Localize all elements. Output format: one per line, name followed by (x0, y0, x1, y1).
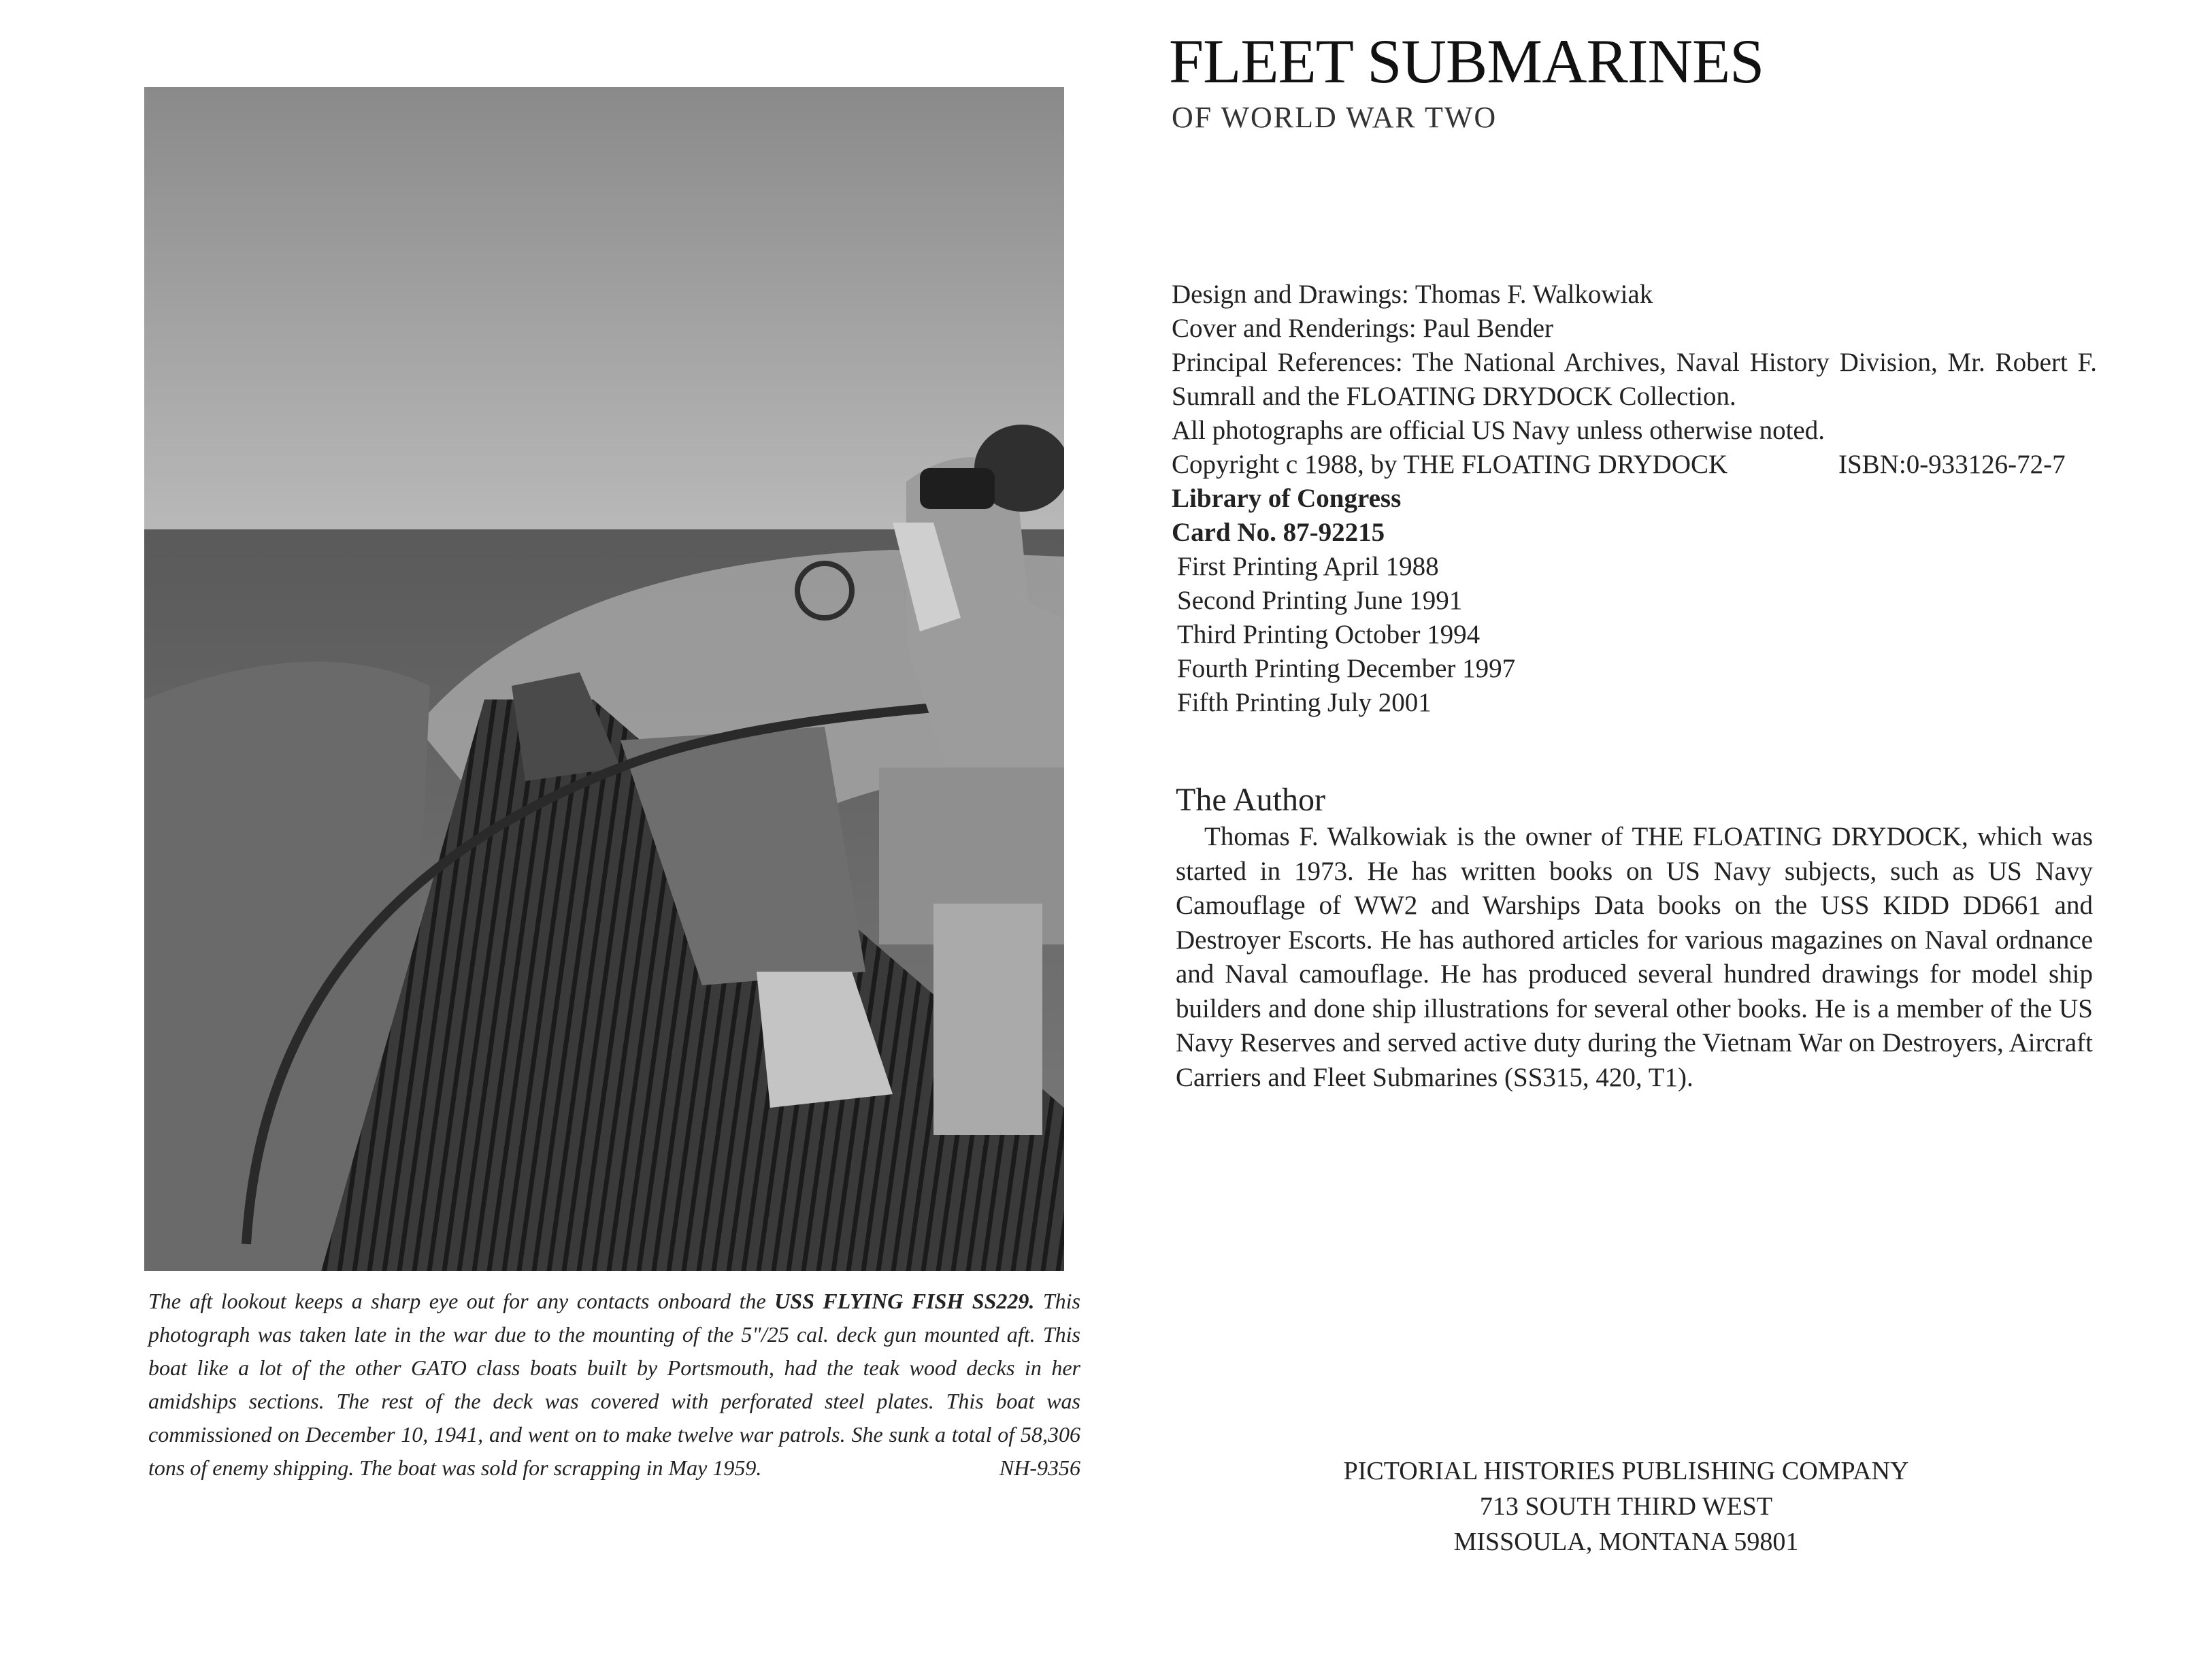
credit-photos: All photographs are official US Navy unless otherwise noted. (1172, 416, 1825, 445)
book-title: FLEET SUBMARINES (1169, 27, 1764, 96)
author-heading: The Author (1176, 782, 1325, 818)
publisher-name: PICTORIAL HISTORIES PUBLISHING COMPANY (1343, 1457, 1909, 1485)
card-number: Card No. 87-92215 (1172, 518, 1385, 547)
author-bio: Thomas F. Walkowiak is the owner of THE FLOATING DRYDOCK, which was started in 1973. He has written books on US Navy subjects, such as US Navy Camouflage of WW2 and Warships Data books on the USS KIDD DD661 and Destroyer Escorts. He has authored articles for various magazines on Naval ordnance and Naval camouflage. He has produced several hundred drawings for model ship builders and done ship illustrations for several other books. He is a member of the US Navy Reserves and served active duty during the Vietnam War on Destroyers, Aircraft Carriers and Fleet Submarines (SS315, 420, T1). (1176, 822, 2093, 1092)
printing-item: Third Printing October 1994 (1177, 620, 1481, 649)
credit-design: Design and Drawings: Thomas F. Walkowiak (1172, 280, 1653, 309)
publisher-street: 713 SOUTH THIRD WEST (1479, 1492, 1773, 1521)
credits-block (1172, 278, 2097, 720)
publisher-block (1197, 1453, 2055, 1560)
printing-item: Second Printing June 1991 (1177, 586, 1463, 615)
book-subtitle: OF WORLD WAR TWO (1172, 101, 1498, 134)
publisher-city: MISSOULA, MONTANA 59801 (1453, 1528, 1799, 1556)
credit-references: Principal References: The National Archives, Naval History Division, Mr. Robert F. Sumrall and the FLOATING DRYDOCK Collection. (1172, 348, 2097, 411)
printing-item: Fourth Printing December 1997 (1177, 654, 1516, 683)
caption-text-part1: The aft lookout keeps a sharp eye out for any contacts onboard the (148, 1289, 775, 1313)
submarine-photo (144, 87, 1064, 1271)
printing-item: First Printing April 1988 (1177, 552, 1439, 581)
caption-ship-name: USS FLYING FISH SS229. (774, 1289, 1035, 1313)
credit-cover: Cover and Renderings: Paul Bender (1172, 314, 1554, 343)
copyright-text: Copyright c 1988, by THE FLOATING DRYDOCK (1172, 450, 1728, 479)
submarine-photo-image (144, 87, 1064, 1271)
caption-text-part2: This photograph was taken late in the war due to the mounting of the 5"/25 cal. deck gun mounted aft. This boat like a lot of the other GATO class boats built by Portsmouth, had the teak wood decks in her amidships sections. The rest of the deck was covered with perforated steel plates. This boat was commissioned on December 10, 1941, and went on to make twelve war patrols. She sunk a total of 58,306 tons of enemy shipping. The boat was sold for scrapping in May 1959. (148, 1289, 1081, 1480)
photo-caption (148, 1285, 1080, 1485)
printing-history (1172, 550, 2097, 720)
photo-credit: NH-9356 (999, 1455, 1080, 1480)
library-of-congress: Library of Congress (1172, 484, 1402, 513)
printing-item: Fifth Printing July 2001 (1177, 688, 1432, 717)
isbn-text: ISBN:0-933126-72-7 (1838, 450, 2066, 479)
copyright-line (1172, 448, 2097, 482)
